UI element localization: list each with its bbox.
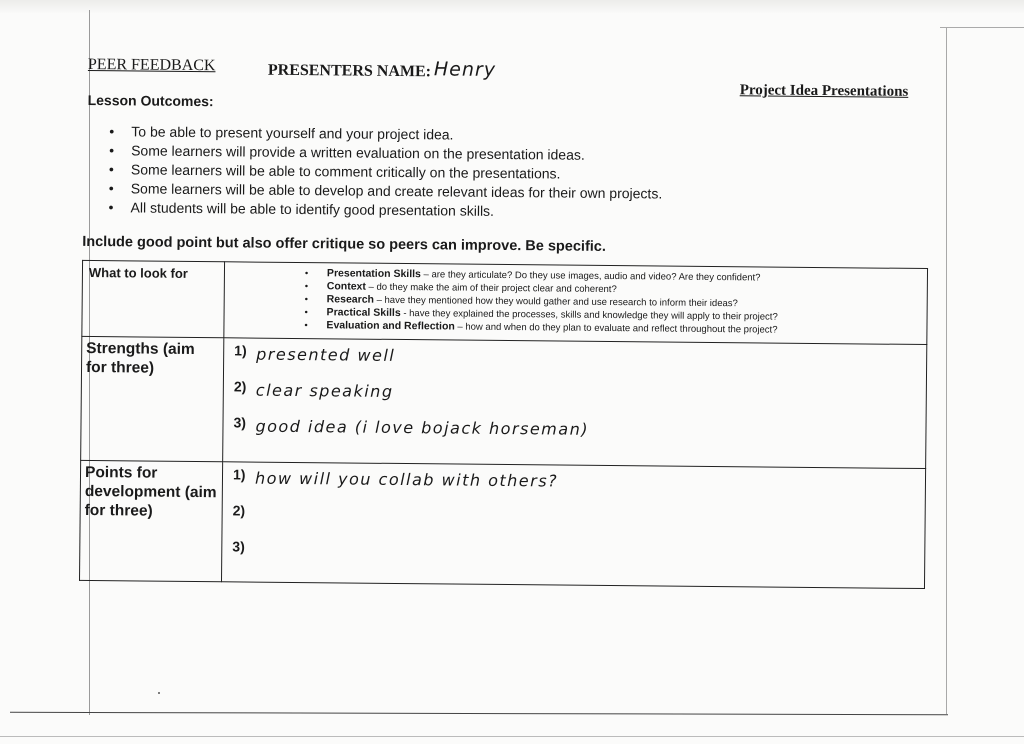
table-cell — [224, 262, 928, 345]
table-cell — [80, 460, 223, 581]
table-row — [81, 336, 927, 468]
criteria-description: – do they make the aim of their project clear and coherent? — [365, 281, 617, 296]
presenters-name-handwritten: Henry — [433, 58, 497, 81]
criteria-term: Presentation Skills — [326, 267, 421, 281]
project-title: Project Idea Presentations — [739, 82, 909, 100]
table-row — [82, 260, 928, 344]
feedback-table — [79, 260, 928, 589]
table-cell — [221, 462, 925, 589]
handwritten-answer: presented well — [256, 344, 396, 365]
criteria-description: - have they explained the processes, skills and knowledge they will apply to their project? — [400, 307, 778, 323]
criteria-list — [304, 267, 927, 338]
development-answers — [222, 462, 925, 581]
lesson-outcomes-heading: Lesson Outcomes: — [87, 91, 214, 110]
list-item: • Some learners will provide a written evaluation on the presentation ideas. — [109, 141, 663, 165]
peer-feedback-title: PEER FEEDBACK — [87, 55, 216, 75]
criteria-term: Practical Skills — [326, 306, 401, 319]
answer-number: 1) — [232, 466, 246, 483]
list-item: • To be able to present yourself and your project idea. — [109, 122, 663, 146]
list-item: • Some learners will be able to develop and create relevant ideas for their own projects. — [109, 179, 663, 203]
handwritten-answer: clear speaking — [255, 380, 394, 401]
list-item: • Some learners will be able to comment critically on the presentations. — [109, 160, 663, 184]
handwritten-answer: how will you collab with others? — [254, 468, 559, 491]
handwritten-answer: good idea (i love bojack horseman) — [255, 416, 590, 439]
table-cell — [82, 260, 225, 337]
answer-number: 2) — [233, 378, 247, 395]
development-answer — [232, 538, 924, 581]
strengths-label: Strengths (aim for three) — [85, 339, 195, 377]
lesson-outcomes-list — [108, 122, 662, 222]
instruction-text: Include good point but also offer critique so peers can improve. Be specific. — [82, 233, 607, 255]
table-row — [80, 460, 926, 588]
criteria-term: Research — [326, 293, 375, 306]
table-cell — [223, 338, 927, 469]
presenters-name-label: PRESENTERS NAME: — [267, 61, 432, 81]
strengths-answers — [223, 338, 926, 457]
list-item: • All students will be able to identify good presentation skills. — [108, 198, 662, 222]
development-label: Points for development (aim for three) — [84, 463, 217, 520]
criteria-term: Context — [326, 280, 366, 293]
what-to-look-for-label: What to look for — [88, 265, 188, 281]
answer-number: 3) — [233, 414, 247, 431]
criteria-description: – have they mentioned how they would gather and use research to inform their ideas? — [373, 294, 738, 310]
answer-number: 1) — [234, 342, 247, 359]
answer-number: 3) — [232, 538, 245, 555]
table-cell — [81, 336, 224, 461]
answer-number: 2) — [232, 502, 246, 519]
criteria-term: Evaluation and Reflection — [326, 319, 455, 333]
strength-answer — [233, 414, 925, 457]
criteria-description: – are they articulate? Do they use images, audio and video? Are they confident? — [420, 269, 761, 284]
criteria-description: – how and when do they plan to evaluate and reflect throughout the project? — [454, 321, 778, 336]
